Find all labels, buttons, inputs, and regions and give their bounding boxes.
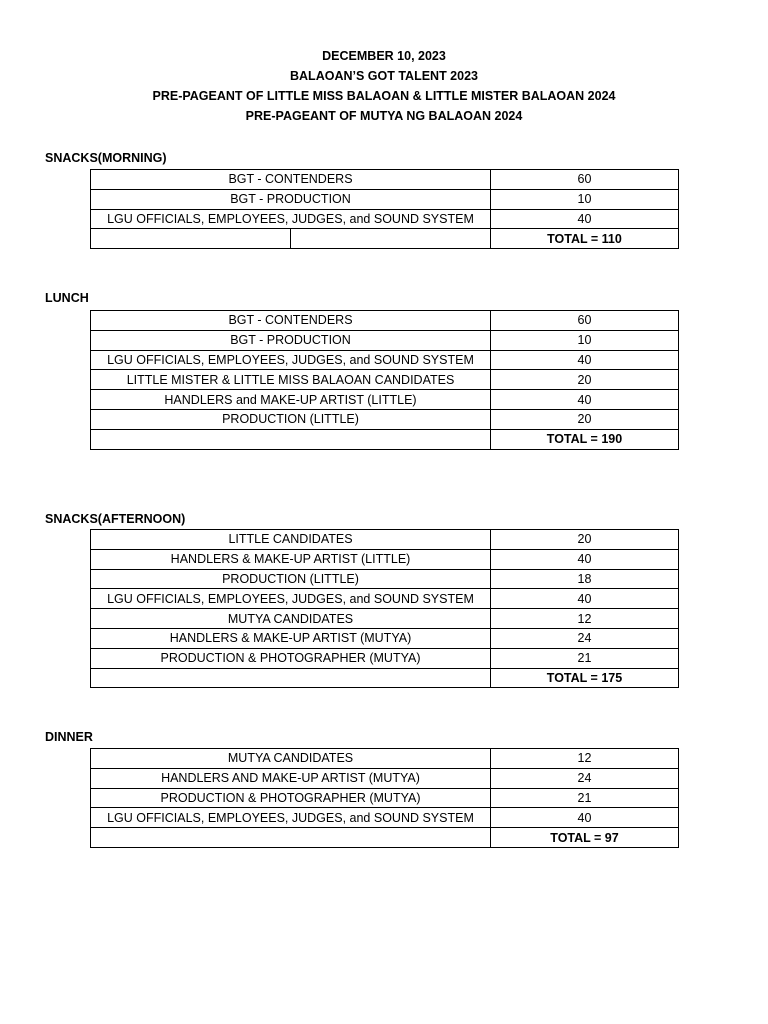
total-cell: TOTAL = 190 bbox=[491, 429, 679, 449]
row-count: 10 bbox=[491, 330, 679, 350]
row-label: BGT - PRODUCTION bbox=[91, 330, 491, 350]
empty-cell bbox=[91, 828, 491, 848]
row-count: 24 bbox=[491, 628, 679, 648]
total-cell: TOTAL = 97 bbox=[491, 828, 679, 848]
document-date: DECEMBER 10, 2023 bbox=[322, 49, 446, 63]
total-row bbox=[91, 828, 679, 848]
table-row bbox=[91, 589, 679, 609]
table-row bbox=[91, 749, 679, 769]
row-count: 60 bbox=[491, 170, 679, 190]
pageant-title-mutya: PRE-PAGEANT OF MUTYA NG BALAOAN 2024 bbox=[245, 109, 523, 123]
empty-cell bbox=[91, 229, 291, 249]
row-count: 12 bbox=[491, 749, 679, 769]
row-count: 40 bbox=[491, 808, 679, 828]
row-label: PRODUCTION & PHOTOGRAPHER (MUTYA) bbox=[91, 648, 491, 668]
row-label: HANDLERS & MAKE-UP ARTIST (MUTYA) bbox=[91, 628, 491, 648]
table-row bbox=[91, 311, 679, 331]
row-label: PRODUCTION & PHOTOGRAPHER (MUTYA) bbox=[91, 788, 491, 808]
row-label: LGU OFFICIALS, EMPLOYEES, JUDGES, and SOUND SYSTEM bbox=[91, 808, 491, 828]
table-row bbox=[91, 370, 679, 390]
table-row bbox=[91, 390, 679, 410]
table-row bbox=[91, 330, 679, 350]
table-row bbox=[91, 768, 679, 788]
row-count: 21 bbox=[491, 648, 679, 668]
table-row bbox=[91, 409, 679, 429]
row-count: 40 bbox=[491, 549, 679, 569]
table-lunch bbox=[90, 310, 679, 450]
table-row bbox=[91, 628, 679, 648]
section-title-snacks-morning: SNACKS(MORNING) bbox=[45, 151, 167, 165]
row-label: HANDLERS and MAKE-UP ARTIST (LITTLE) bbox=[91, 390, 491, 410]
row-count: 24 bbox=[491, 768, 679, 788]
table-snacks-afternoon bbox=[90, 529, 679, 688]
table-dinner bbox=[90, 748, 679, 848]
row-label: LGU OFFICIALS, EMPLOYEES, JUDGES, and SOUND SYSTEM bbox=[91, 209, 491, 229]
row-count: 20 bbox=[491, 409, 679, 429]
table-row bbox=[91, 609, 679, 629]
row-count: 20 bbox=[491, 530, 679, 550]
row-count: 40 bbox=[491, 350, 679, 370]
table-row bbox=[91, 530, 679, 550]
row-label: LGU OFFICIALS, EMPLOYEES, JUDGES, and SOUND SYSTEM bbox=[91, 350, 491, 370]
row-label: PRODUCTION (LITTLE) bbox=[91, 569, 491, 589]
empty-cell bbox=[91, 429, 491, 449]
empty-cell bbox=[291, 229, 491, 249]
pageant-title-little: PRE-PAGEANT OF LITTLE MISS BALAOAN & LITTLE MISTER BALAOAN 2024 bbox=[152, 89, 616, 103]
row-label: LITTLE CANDIDATES bbox=[91, 530, 491, 550]
table-row bbox=[91, 170, 679, 190]
total-row bbox=[91, 429, 679, 449]
row-label: HANDLERS AND MAKE-UP ARTIST (MUTYA) bbox=[91, 768, 491, 788]
row-count: 40 bbox=[491, 209, 679, 229]
section-title-lunch: LUNCH bbox=[45, 291, 89, 305]
table-snacks-morning bbox=[90, 169, 679, 249]
section-title-dinner: DINNER bbox=[45, 730, 93, 744]
table-row bbox=[91, 209, 679, 229]
empty-cell bbox=[91, 668, 491, 688]
total-row bbox=[91, 229, 679, 249]
row-label: PRODUCTION (LITTLE) bbox=[91, 409, 491, 429]
section-title-snacks-afternoon: SNACKS(AFTERNOON) bbox=[45, 512, 186, 526]
row-count: 60 bbox=[491, 311, 679, 331]
row-count: 40 bbox=[491, 589, 679, 609]
row-label: MUTYA CANDIDATES bbox=[91, 609, 491, 629]
row-label: BGT - PRODUCTION bbox=[91, 189, 491, 209]
table-row bbox=[91, 648, 679, 668]
total-row bbox=[91, 668, 679, 688]
row-count: 12 bbox=[491, 609, 679, 629]
row-count: 20 bbox=[491, 370, 679, 390]
table-row bbox=[91, 808, 679, 828]
event-title: BALAOAN’S GOT TALENT 2023 bbox=[290, 69, 478, 83]
row-count: 21 bbox=[491, 788, 679, 808]
table-row bbox=[91, 549, 679, 569]
total-cell: TOTAL = 175 bbox=[491, 668, 679, 688]
row-label: LITTLE MISTER & LITTLE MISS BALAOAN CANDIDATES bbox=[91, 370, 491, 390]
table-row bbox=[91, 569, 679, 589]
row-count: 18 bbox=[491, 569, 679, 589]
total-cell: TOTAL = 110 bbox=[491, 229, 679, 249]
row-count: 40 bbox=[491, 390, 679, 410]
document-header bbox=[0, 46, 768, 126]
table-row bbox=[91, 788, 679, 808]
row-label: LGU OFFICIALS, EMPLOYEES, JUDGES, and SOUND SYSTEM bbox=[91, 589, 491, 609]
table-row bbox=[91, 350, 679, 370]
row-count: 10 bbox=[491, 189, 679, 209]
row-label: HANDLERS & MAKE-UP ARTIST (LITTLE) bbox=[91, 549, 491, 569]
row-label: BGT - CONTENDERS bbox=[91, 170, 491, 190]
row-label: BGT - CONTENDERS bbox=[91, 311, 491, 331]
row-label: MUTYA CANDIDATES bbox=[91, 749, 491, 769]
table-row bbox=[91, 189, 679, 209]
